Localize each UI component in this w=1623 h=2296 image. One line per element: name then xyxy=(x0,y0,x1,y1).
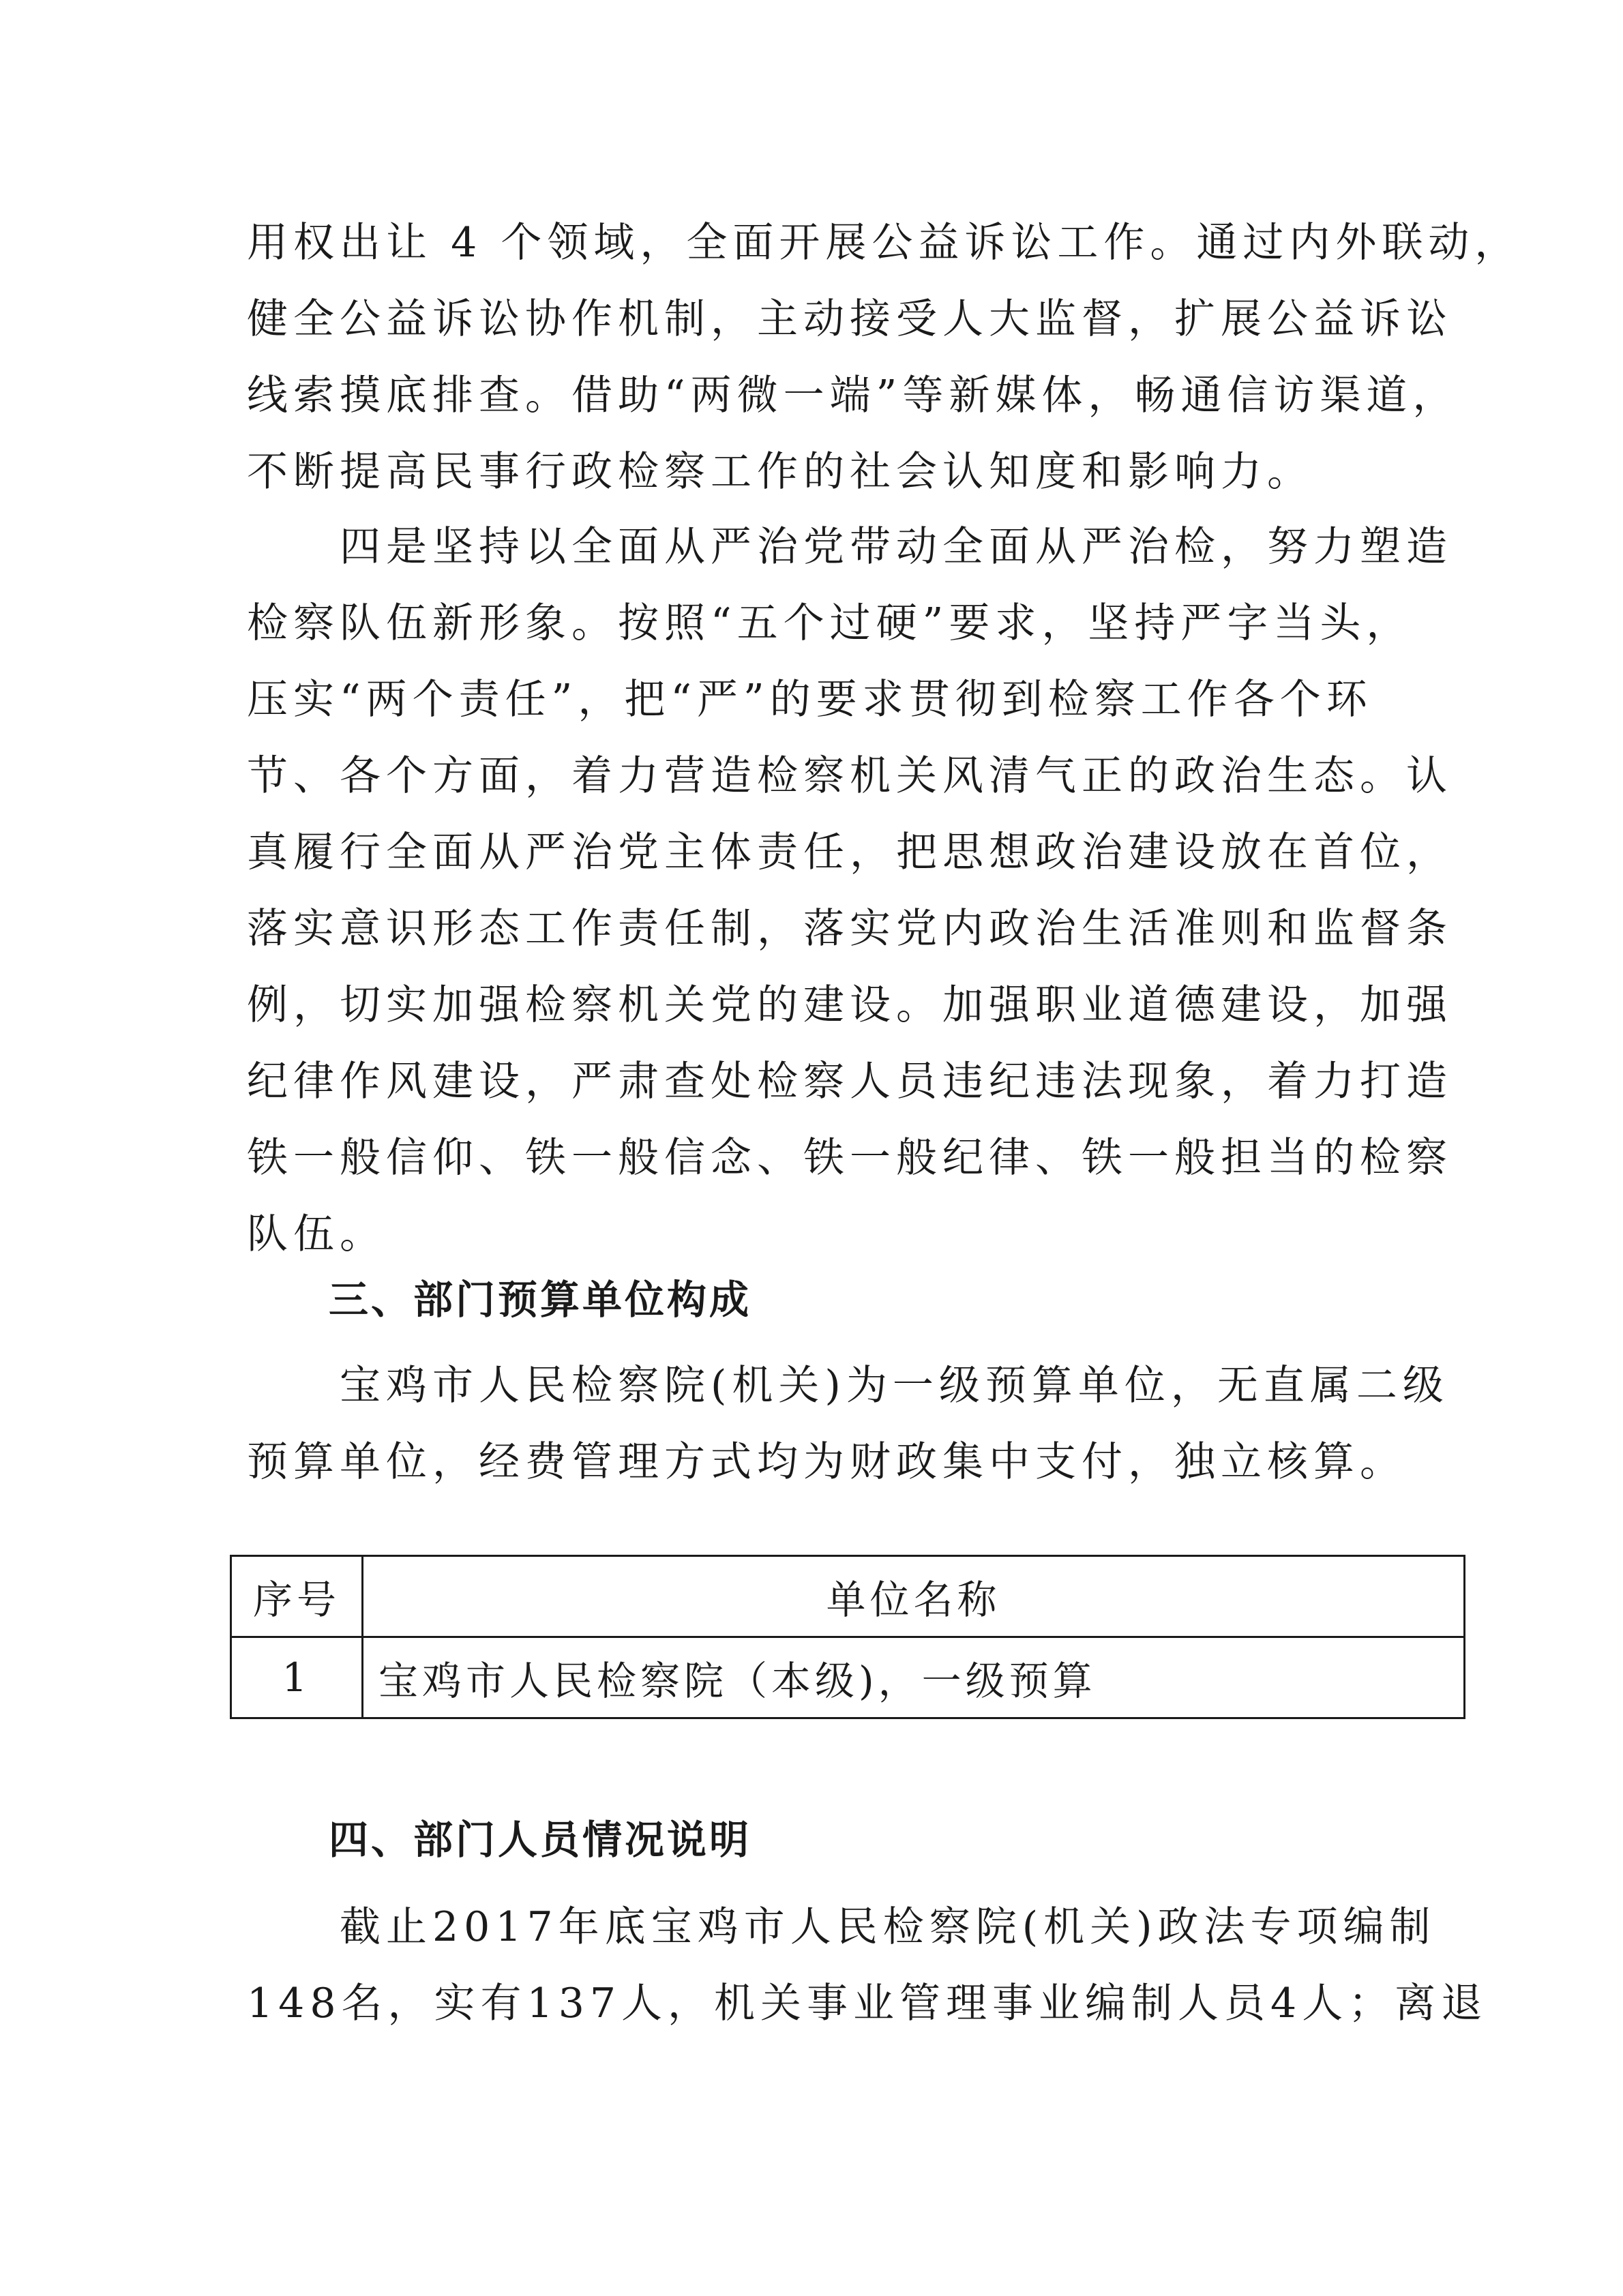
text-line: 真履行全面从严治党主体责任，把思想政治建设放在首位， xyxy=(247,829,1453,876)
cell-unit-name: 宝鸡市人民检察院（本级)，一级预算 xyxy=(363,1637,1465,1718)
text-line: 节、各个方面，着力营造检察机关风清气正的政治生态。认 xyxy=(247,752,1453,800)
text-line: 四是坚持以全面从严治党带动全面从严治检，努力塑造 xyxy=(247,523,1453,571)
text-line: 检察队伍新形象。按照“五个过硬”要求，坚持严字当头， xyxy=(247,599,1413,647)
text-line: 健全公益诉讼协作机制，主动接受人大监督，扩展公益诉讼 xyxy=(247,295,1453,343)
section-heading-budget-units: 三、部门预算单位构成 xyxy=(329,1277,752,1323)
text-line: 用权出让 4 个领域，全面开展公益诉讼工作。通过内外联动， xyxy=(247,219,1521,267)
text-line: 预算单位，经费管理方式均为财政集中支付，独立核算。 xyxy=(247,1438,1406,1486)
text-line: 线索摸底排查。借助“两微一端”等新媒体，畅通信访渠道， xyxy=(247,372,1459,419)
table-header-row xyxy=(231,1556,1465,1637)
text-line: 不断提高民事行政检察工作的社会认知度和影响力。 xyxy=(247,448,1313,496)
text-line: 宝鸡市人民检察院(机关)为一级预算单位，无直属二级 xyxy=(247,1362,1449,1410)
text-line: 落实意识形态工作责任制，落实党内政治生活准则和监督条 xyxy=(247,905,1453,953)
paragraph-public-interest-litigation xyxy=(247,205,1521,510)
header-serial-number: 序号 xyxy=(231,1556,363,1637)
text-line: 纪律作风建设，严肃查处检察人员违纪违法现象，着力打造 xyxy=(247,1058,1453,1105)
paragraph-staff xyxy=(247,1889,1488,2042)
cell-serial-number: 1 xyxy=(231,1637,363,1718)
text-line: 铁一般信仰、铁一般信念、铁一般纪律、铁一般担当的检察 xyxy=(247,1134,1453,1182)
section-heading-staff: 四、部门人员情况说明 xyxy=(329,1817,752,1863)
paragraph-budget-units xyxy=(247,1347,1449,1500)
budget-unit-table xyxy=(230,1555,1465,1719)
table-row xyxy=(231,1637,1465,1718)
paragraph-party-discipline xyxy=(247,509,1453,1272)
header-unit-name: 单位名称 xyxy=(363,1556,1465,1637)
text-line: 截止2017年底宝鸡市人民检察院(机关)政法专项编制 xyxy=(247,1903,1436,1951)
text-line: 例，切实加强检察机关党的建设。加强职业道德建设，加强 xyxy=(247,981,1453,1029)
text-line: 队伍。 xyxy=(247,1210,386,1258)
text-line: 压实“两个责任”，把“严”的要求贯彻到检察工作各个环 xyxy=(247,676,1373,724)
text-line: 148名，实有137人，机关事业管理事业编制人员4人；离退 xyxy=(247,1980,1488,2027)
